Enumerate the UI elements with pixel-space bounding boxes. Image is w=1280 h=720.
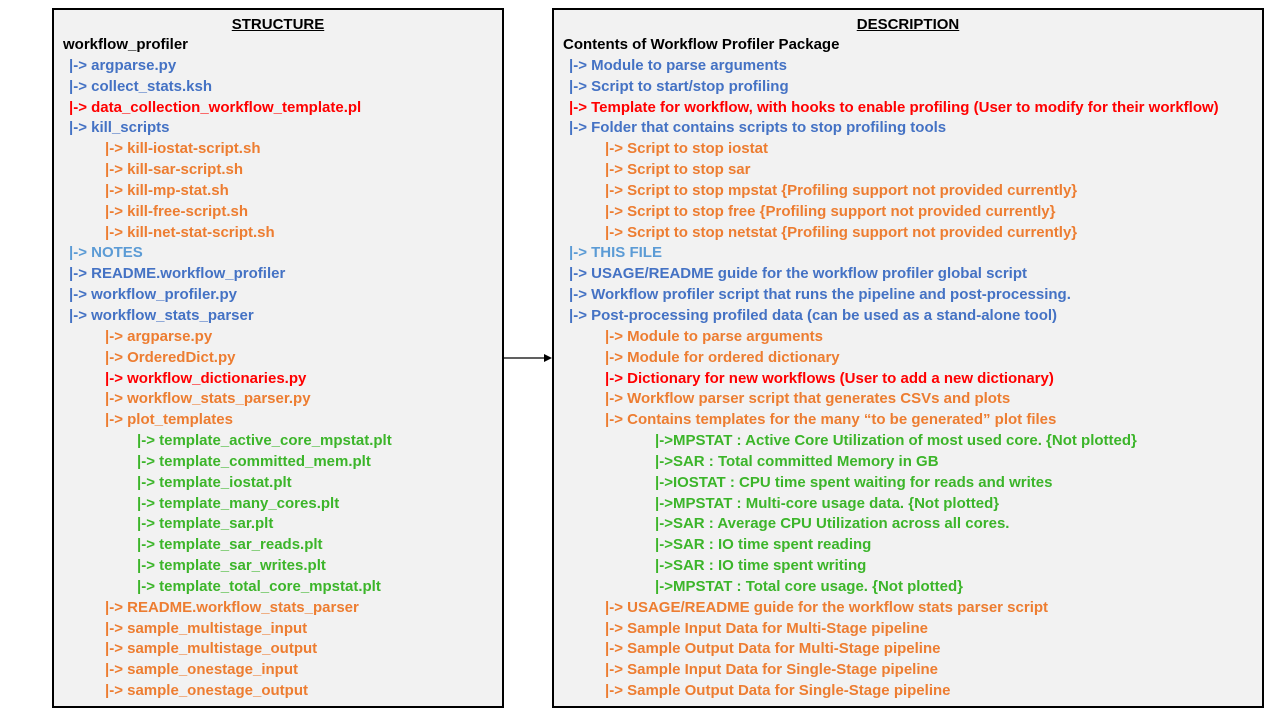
structure-item: |-> template_total_core_mpstat.plt	[137, 577, 381, 595]
structure-item: |-> README.workflow_profiler	[69, 265, 286, 283]
description-item: |-> Sample Input Data for Multi-Stage pipeline	[605, 619, 928, 637]
structure-item: |-> sample_onestage_output	[105, 682, 308, 700]
description-item: |-> Contains templates for the many “to be generated” plot files	[605, 411, 1057, 429]
description-item: |-> Sample Output Data for Single-Stage pipeline	[605, 682, 951, 700]
description-item: |-> Script to stop free {Profiling support not provided currently}	[605, 202, 1056, 220]
structure-item: |-> argparse.py	[105, 327, 213, 345]
description-item: |-> Template for workflow, with hooks to enable profiling (User to modify for their workflow)	[569, 98, 1219, 116]
structure-item: |-> kill-free-script.sh	[105, 202, 248, 220]
description-item: |-> Folder that contains scripts to stop profiling tools	[569, 119, 947, 137]
description-item: |-> Module to parse arguments	[569, 56, 787, 74]
description-item: |-> Script to stop netstat {Profiling support not provided currently}	[605, 223, 1078, 241]
description-item: |-> Dictionary for new workflows (User to add a new dictionary)	[605, 369, 1054, 387]
structure-item: |-> argparse.py	[69, 56, 177, 74]
description-panel	[552, 8, 1264, 708]
description-item: |->SAR : Total committed Memory in GB	[655, 452, 939, 470]
structure-item: |-> kill_scripts	[69, 119, 170, 137]
description-item: |-> Module to parse arguments	[605, 327, 823, 345]
description-item: |-> Script to stop sar	[605, 161, 751, 179]
structure-item: |-> template_sar_reads.plt	[137, 536, 323, 554]
structure-item: |-> sample_onestage_input	[105, 661, 299, 679]
structure-item: |-> NOTES	[69, 244, 143, 262]
description-item: |->MPSTAT : Total core usage. {Not plotted}	[655, 577, 963, 595]
structure-item: |-> workflow_profiler.py	[69, 286, 237, 304]
structure-item: |-> workflow_dictionaries.py	[105, 369, 307, 387]
description-item: |->IOSTAT : CPU time spent waiting for reads and writes	[655, 473, 1053, 491]
structure-item: |-> template_many_cores.plt	[137, 494, 340, 512]
structure-title: STRUCTURE	[231, 16, 325, 33]
description-item: |-> Workflow profiler script that runs the pipeline and post-processing.	[569, 286, 1071, 304]
structure-panel	[52, 8, 504, 708]
structure-item: workflow_profiler	[63, 36, 189, 53]
description-item: |-> THIS FILE	[569, 244, 662, 262]
description-item: |-> Sample Input Data for Single-Stage pipeline	[605, 661, 938, 679]
description-item: |->SAR : IO time spent writing	[655, 557, 867, 575]
description-item: |-> USAGE/README guide for the workflow profiler global script	[569, 265, 1027, 283]
structure-item: |-> kill-net-stat-script.sh	[105, 223, 275, 241]
structure-item: |-> template_sar.plt	[137, 515, 274, 533]
structure-item: |-> template_committed_mem.plt	[137, 452, 371, 470]
description-item: |-> Script to start/stop profiling	[569, 77, 789, 95]
description-item: |-> Sample Output Data for Multi-Stage pipeline	[605, 640, 941, 658]
description-item: |-> Workflow parser script that generates CSVs and plots	[605, 390, 1011, 408]
structure-item: |-> workflow_stats_parser.py	[105, 390, 311, 408]
description-item: |->SAR : Average CPU Utilization across all cores.	[655, 515, 1010, 533]
description-item: |-> Script to stop mpstat {Profiling support not provided currently}	[605, 181, 1078, 199]
structure-item: |-> template_active_core_mpstat.plt	[137, 432, 392, 450]
description-item: Contents of Workflow Profiler Package	[563, 36, 840, 53]
structure-item: |-> OrderedDict.py	[105, 348, 236, 366]
description-item: |->SAR : IO time spent reading	[655, 536, 872, 554]
description-item: |->MPSTAT : Active Core Utilization of most used core. {Not plotted}	[655, 432, 1137, 450]
structure-item: |-> kill-mp-stat.sh	[105, 181, 229, 199]
structure-item: |-> kill-sar-script.sh	[105, 161, 243, 179]
description-list	[563, 35, 1260, 702]
structure-item: |-> collect_stats.ksh	[69, 77, 213, 95]
structure-item: |-> template_sar_writes.plt	[137, 557, 326, 575]
description-item: |-> Module for ordered dictionary	[605, 348, 840, 366]
description-item: |-> USAGE/README guide for the workflow stats parser script	[605, 598, 1049, 616]
description-item: |-> Script to stop iostat	[605, 140, 768, 158]
structure-item: |-> template_iostat.plt	[137, 473, 292, 491]
structure-item: |-> README.workflow_stats_parser	[105, 598, 359, 616]
structure-item: |-> sample_multistage_input	[105, 619, 308, 637]
description-title: DESCRIPTION	[856, 16, 960, 33]
description-item: |->MPSTAT : Multi-core usage data. {Not plotted}	[655, 494, 1000, 512]
structure-item: |-> data_collection_workflow_template.pl	[69, 98, 362, 116]
description-item: |-> Post-processing profiled data (can be used as a stand-alone tool)	[569, 306, 1058, 324]
structure-item: |-> sample_multistage_output	[105, 640, 318, 658]
structure-item: |-> workflow_stats_parser	[69, 306, 254, 324]
structure-tree	[63, 35, 500, 702]
structure-item: |-> kill-iostat-script.sh	[105, 140, 261, 158]
structure-item: |-> plot_templates	[105, 411, 233, 429]
connector-arrow	[504, 352, 552, 364]
